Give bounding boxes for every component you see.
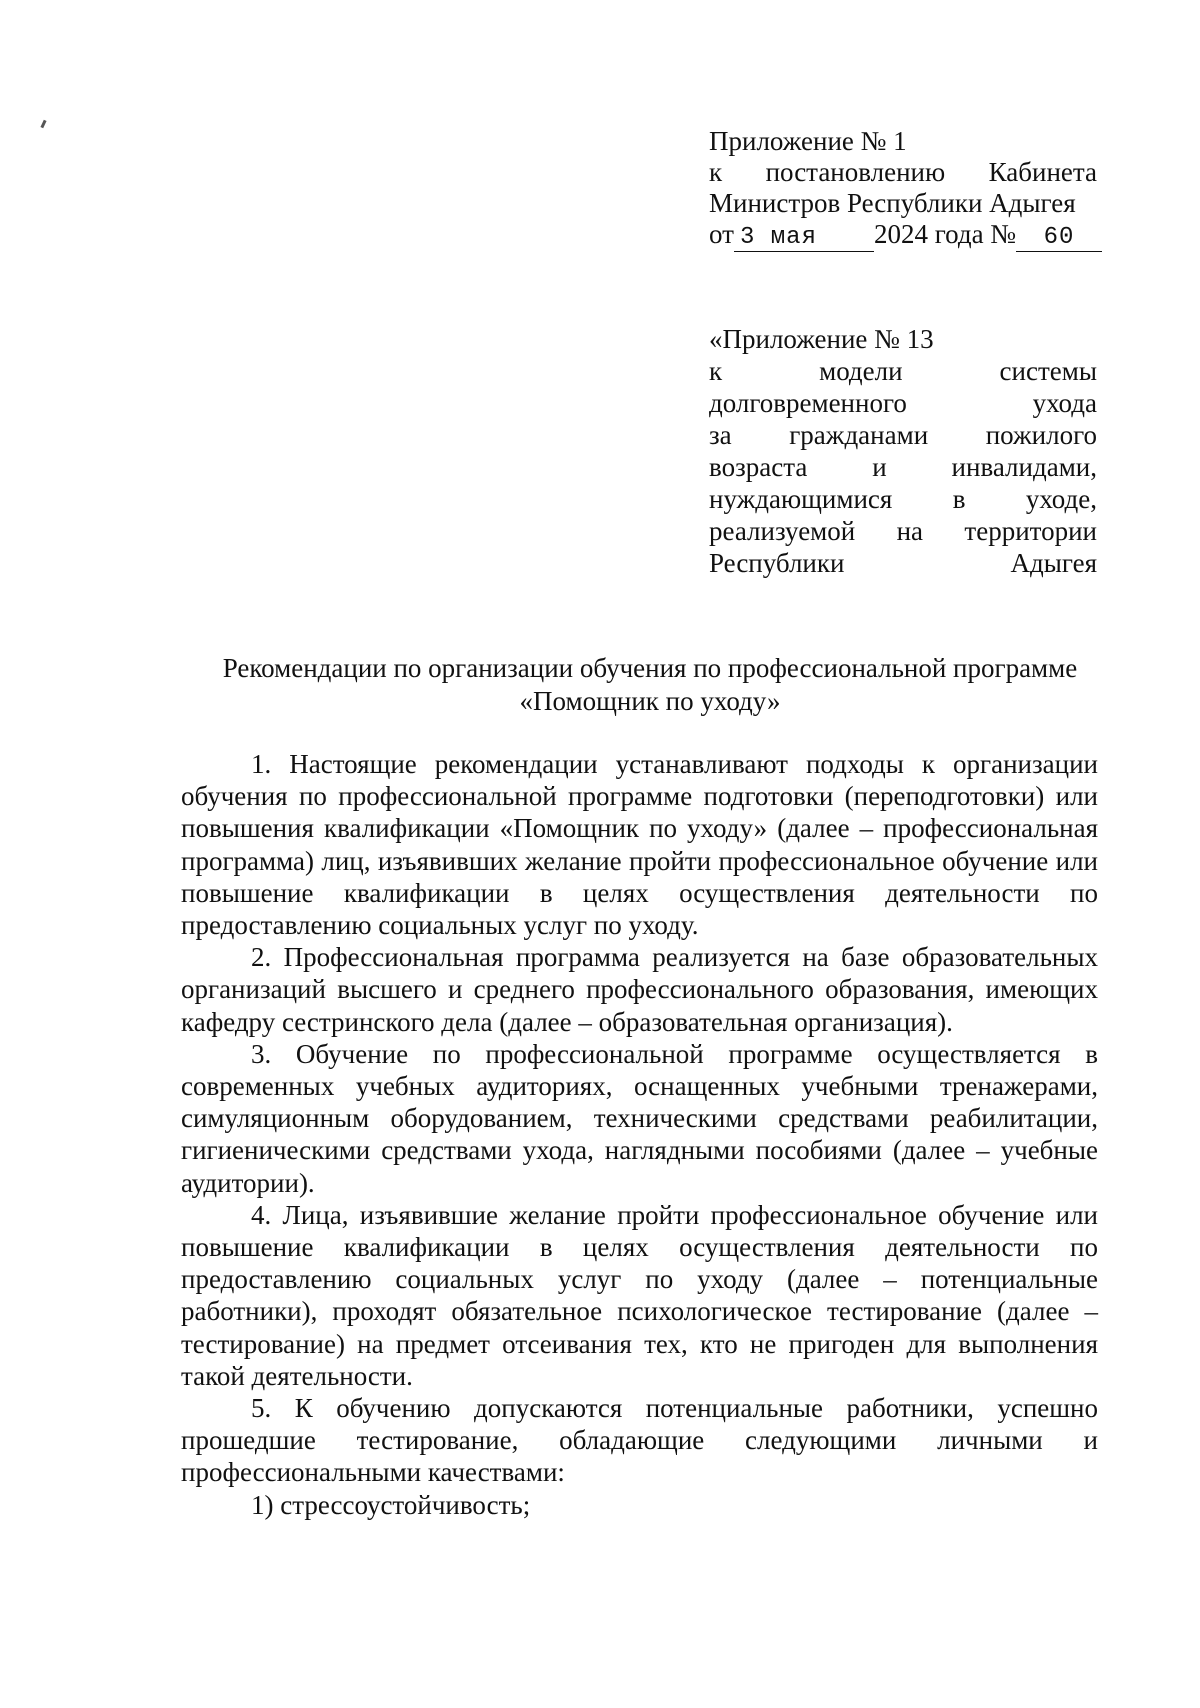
annex-13-row: к модели системы	[709, 356, 1097, 386]
date-number-field: 60	[1016, 225, 1102, 252]
annex-header	[709, 126, 1097, 252]
annex-13-block	[709, 323, 1097, 579]
annex-13-row: Республики Адыгея	[709, 548, 1097, 578]
annex-date-line: от 3 мая 2024 года № 60	[709, 219, 1097, 252]
annex-13-row: возраста и инвалидами,	[709, 452, 1097, 482]
paragraph-3: 3. Обучение по профессиональной программе осуществляется в современных учебных аудиториях, оснащенных учебными тренажерами, симуляционным оборудованием, техническими средствами реабилитации, гигиеническими средствами ухода, наглядными пособиями (далее – учебные аудитории).	[181, 1038, 1098, 1198]
annex-13-row: нуждающимися в уходе,	[709, 484, 1097, 514]
annex-title: Приложение № 1	[709, 126, 907, 156]
annex-13-row: реализуемой на территории	[709, 516, 1097, 546]
paragraph-4: 4. Лица, изъявившие желание пройти профессиональное обучение или повышение квалификации в целях осуществления деятельности по предоставлению социальных услуг по уходу (далее – потенциальные работники), проходят обязательное психологическое тестирование (далее – тестирование) на предмет отсеивания тех, кто не пригоден для выполнения такой деятельности.	[181, 1199, 1098, 1391]
annex-13-title: «Приложение № 13	[709, 324, 934, 354]
document-title	[150, 652, 1150, 718]
title-line-1: Рекомендации по организации обучения по профессиональной программе	[222, 653, 1078, 683]
annex-line-3: Министров Республики Адыгея	[709, 188, 1076, 218]
annex-13-row: долговременного ухода	[709, 388, 1097, 418]
date-day-field: 3 мая	[734, 225, 874, 252]
annex-line-2: к постановлению Кабинета	[709, 157, 1097, 187]
paragraph-5: 5. К обучению допускаются потенциальные работники, успешно прошедшие тестирование, обладающие следующими личными и профессиональными качествами:	[181, 1393, 1098, 1488]
title-line-2: «Помощник по уходу»	[519, 686, 781, 716]
list-item-1: 1) стрессоустойчивость;	[251, 1489, 531, 1520]
document-body	[181, 748, 1098, 1521]
paragraph-1: 1. Настоящие рекомендации устанавливают подходы к организации обучения по профессиональной программе подготовки (переподготовки) или повышения квалификации «Помощник по уходу» (далее – профессиональная программа) лиц, изъявивших желание пройти профессиональное обучение или повышение квалификации в целях осуществления деятельности по предоставлению социальных услуг по уходу.	[181, 749, 1098, 941]
scan-mark	[40, 120, 46, 129]
annex-13-row: за гражданами пожилого	[709, 420, 1097, 450]
paragraph-2: 2. Профессиональная программа реализуется на базе образовательных организаций высшего и среднего профессионального образования, имеющих кафедру сестринского дела (далее – образовательная организация).	[181, 942, 1098, 1037]
